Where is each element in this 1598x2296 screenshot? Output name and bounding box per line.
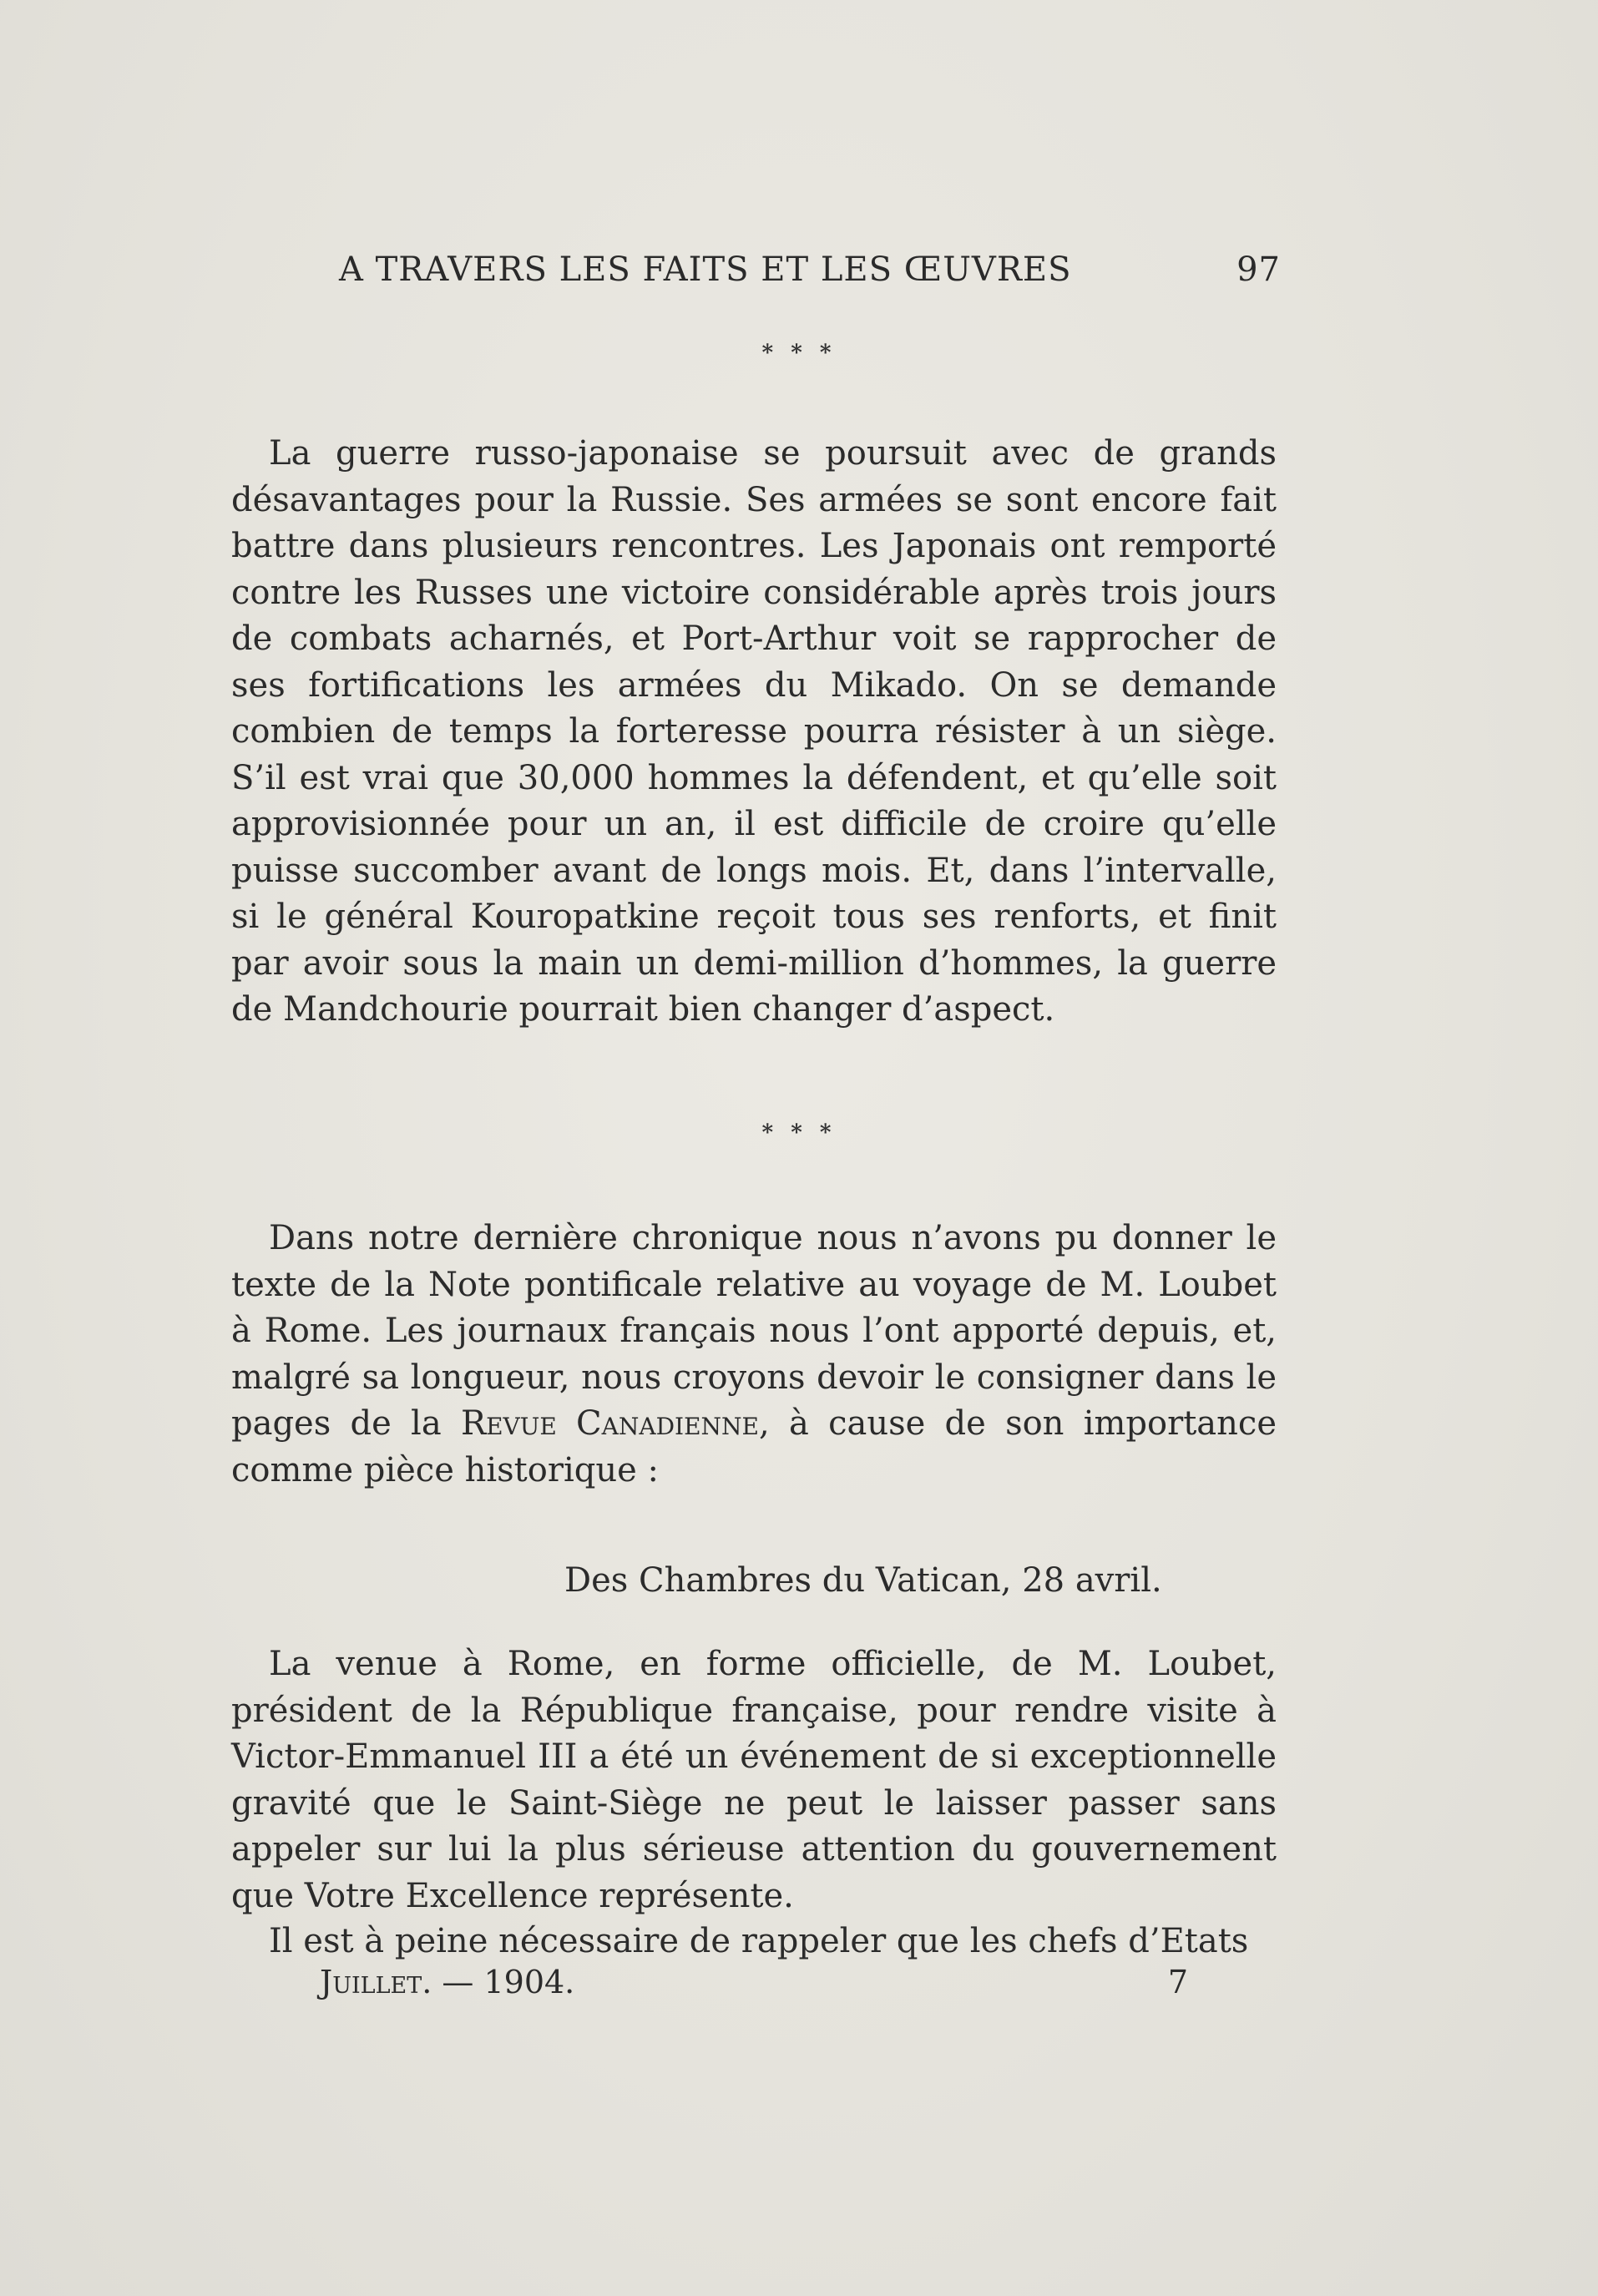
paragraph-continuation-text: Il est à peine nécessaire de rappeler que les chefs d’Etats <box>269 1922 1249 1960</box>
paragraph-letter-text: La venue à Rome, en forme officielle, de M. Loubet, président de la République française, pour rendre visite à Victor-Emmanuel III a été un événement de si exceptionnelle gravité que le Saint-Siège ne peut le laisser passer sans appeler sur lui la plus sérieuse attention du gouvernement que Votre Excellence représente. <box>231 1645 1277 1915</box>
paragraph-note-text-start: Dans notre dernière chronique nous n’avons pu donner le texte de la Note pontificale relative au voyage de M. Loubet à Rome. Les journaux français nous l’ont apporté depuis, et, malgré sa longueur, nous croyons devoir le consigner dans le pages de la <box>231 1219 1277 1443</box>
journal-name: Revue Canadienne <box>460 1404 759 1443</box>
page-number: 97 <box>1236 250 1281 289</box>
paragraph-war-text: La guerre russo-japonaise se poursuit avec de grands désavantages pour la Russie. Ses armées se sont encore fait battre dans plusieurs rencontres. Les Japonais ont remporté contre les Russes une victoire considérable après trois jours de combats acharnés, et Port-Arthur voit se rapprocher de ses fortifications les armées du Mikado. On se demande combien de temps la forteresse pourra résister à un siège. S’il est vrai que 30,000 hommes la défendent, et qu’elle soit approvisionnée pour un an, il est difficile de croire qu’elle puisse succomber avant de longs mois. Et, dans l’intervalle, si le général Kouropatkine reçoit tous ses renforts, et finit par avoir sous la main un demi-million d’hommes, la guerre de Mandchourie pourrait bien changer d’aspect. <box>231 434 1277 1029</box>
paragraph-note <box>231 1216 1277 1494</box>
running-title: A TRAVERS LES FAITS ET LES ŒUVRES <box>339 250 1072 289</box>
issue-date: Juillet. — 1904. <box>320 1964 575 2000</box>
section-separator: * * * <box>761 1120 837 1145</box>
section-separator: * * * <box>761 341 837 366</box>
page-footer <box>320 1964 1188 2000</box>
paragraph-note-text-end: , à cause de son importance comme pièce historique : <box>231 1404 1277 1489</box>
paragraph-letter <box>231 1641 1277 1919</box>
paragraph-continuation <box>231 1919 1277 1965</box>
signature-mark: 7 <box>1167 1964 1188 2000</box>
letter-dateline: Des Chambres du Vatican, 28 avril. <box>564 1561 1162 1600</box>
paragraph-war <box>231 431 1277 1034</box>
running-head <box>339 250 1281 289</box>
